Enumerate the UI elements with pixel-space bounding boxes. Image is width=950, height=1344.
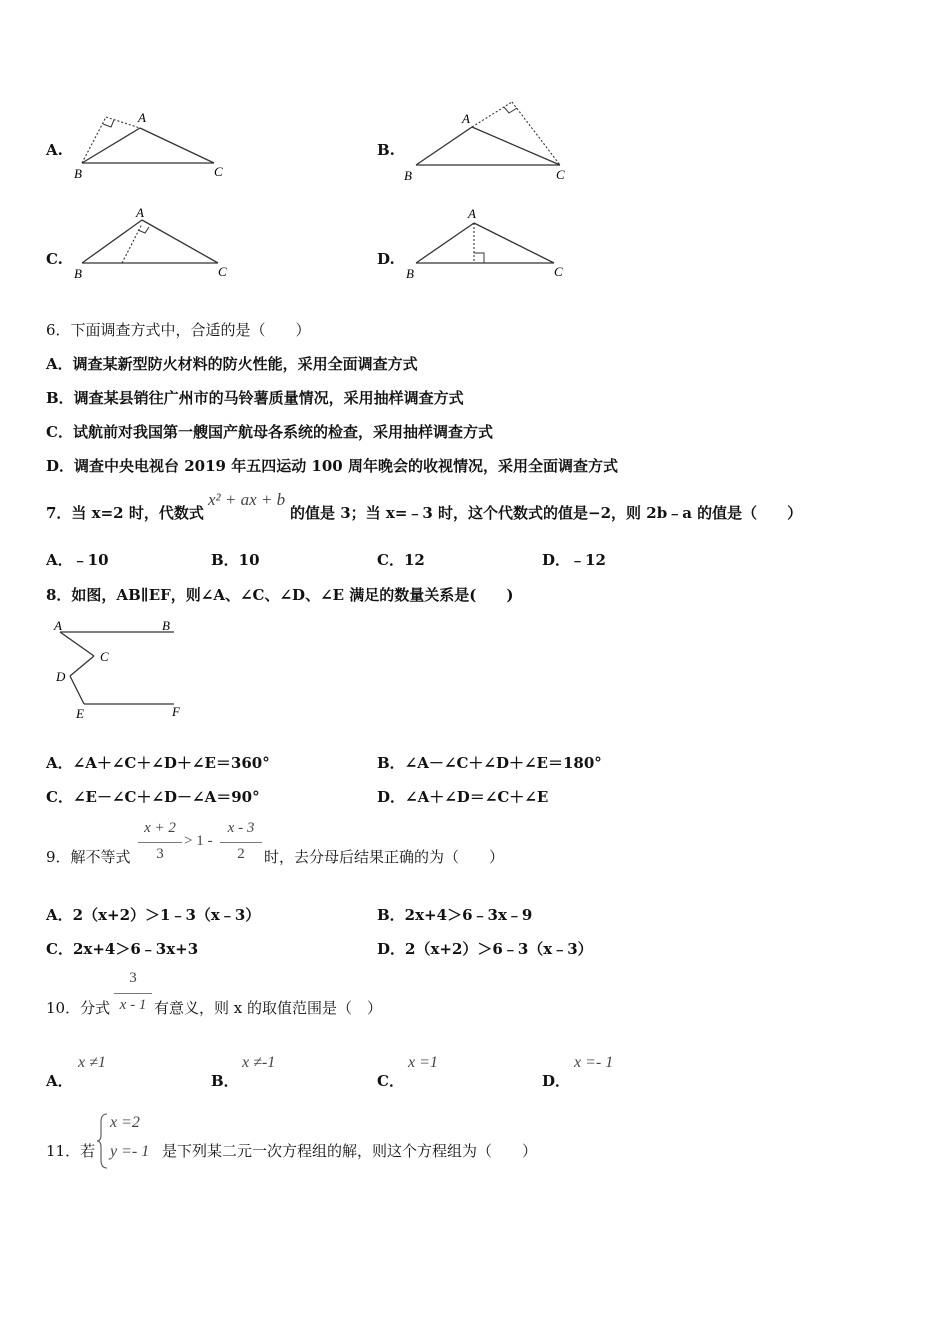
q5-option-d-letter[interactable]: D. (377, 250, 395, 268)
q8-option-c[interactable]: C．∠E－∠C＋∠D－∠A＝90° (46, 788, 260, 806)
q9-stem-pre: 9．解不等式 (46, 848, 131, 866)
q11-system-line1: x =2 (110, 1114, 140, 1131)
q11-stem-pre: 11．若 (46, 1142, 96, 1160)
q8-label-a: A (54, 618, 62, 633)
q9-frac1-denominator: 3 (156, 846, 164, 862)
q10-option-a-letter[interactable]: A． (46, 1072, 73, 1090)
q6-option-d[interactable]: D．调查中央电视台 2019 年五四运动 100 周年晚会的收视情况，采用全面调查方式 (46, 457, 618, 475)
q5-option-a-letter[interactable]: A. (46, 141, 63, 159)
q8-option-d[interactable]: D．∠A＋∠D＝∠C＋∠E (377, 788, 549, 806)
q5-a-label-a: A (138, 110, 146, 125)
q8-option-b[interactable]: B．∠A－∠C＋∠D＋∠E＝180° (377, 754, 602, 772)
q5-d-label-a: A (468, 206, 476, 221)
q8-option-a[interactable]: A．∠A＋∠C＋∠D＋∠E＝360° (46, 754, 270, 772)
q5-b-label-c: C (556, 167, 565, 182)
q6-option-c[interactable]: C．试航前对我国第一艘国产航母各系统的检查，采用抽样调查方式 (46, 423, 493, 441)
q11-system-line2: y =- 1 (110, 1143, 150, 1160)
q5-option-b-letter[interactable]: B. (377, 141, 395, 159)
q8-figure (46, 614, 196, 724)
q5-c-label-b: B (74, 266, 82, 281)
q5-c-label-c: C (218, 264, 227, 279)
q6-stem: 6．下面调查方式中，合适的是（ ） (46, 321, 311, 339)
q9-frac2-bar (220, 842, 262, 843)
q8-label-d: D (56, 669, 66, 684)
q5-option-b-figure[interactable] (400, 95, 580, 190)
q5-option-d-figure[interactable] (400, 200, 580, 285)
q9-option-b[interactable]: B．2x+4＞6﹣3x﹣9 (377, 906, 533, 924)
q7-option-b[interactable]: B．10 (211, 551, 260, 569)
q10-frac-bar (114, 993, 152, 994)
q9-option-d[interactable]: D．2（x+2）＞6﹣3（x﹣3） (377, 940, 593, 958)
q6-option-b[interactable]: B．调查某县销往广州市的马铃薯质量情况，采用抽样调查方式 (46, 389, 464, 407)
q9-frac1-bar (138, 842, 182, 843)
q8-label-b: B (162, 618, 170, 633)
q9-middle: > 1 - (184, 833, 213, 849)
q11-stem-post: 是下列某二元一次方程组的解，则这个方程组为（ ） (162, 1142, 538, 1160)
q10-option-c-letter[interactable]: C． (377, 1072, 404, 1090)
q5-a-label-b: B (74, 166, 82, 181)
q10-frac-denominator: x - 1 (119, 997, 147, 1013)
q7-stem-post: 的值是 3；当 x=﹣3 时，这个代数式的值是−2，则 2b﹣a 的值是（ ） (290, 504, 803, 522)
q10-stem-post: 有意义，则 x 的取值范围是（ ） (154, 999, 382, 1017)
q8-label-e: E (76, 706, 84, 721)
q7-expression: x² + ax + b (208, 490, 286, 509)
q6-option-a[interactable]: A．调查某新型防火材料的防火性能，采用全面调查方式 (46, 355, 418, 373)
q10-option-d-math[interactable]: x =- 1 (574, 1054, 614, 1071)
q7-stem-pre: 7．当 x=2 时，代数式 (46, 504, 204, 522)
q5-b-label-a: A (462, 111, 470, 126)
q5-option-c-figure[interactable] (68, 200, 238, 285)
q5-option-a-figure[interactable] (68, 100, 238, 190)
q7-option-c[interactable]: C．12 (377, 551, 425, 569)
q5-a-label-c: C (214, 164, 223, 179)
q7-option-d[interactable]: D．﹣12 (542, 551, 606, 569)
q7-option-a[interactable]: A．﹣10 (46, 551, 109, 569)
q10-option-a-math[interactable]: x ≠1 (78, 1054, 106, 1071)
q5-c-label-a: A (136, 205, 144, 220)
q9-option-c[interactable]: C．2x+4＞6﹣3x+3 (46, 940, 199, 958)
q5-b-label-b: B (404, 168, 412, 183)
q9-frac2-numerator: x - 3 (227, 820, 255, 836)
q10-frac-numerator: 3 (129, 970, 137, 986)
q9-frac1-numerator: x + 2 (144, 820, 176, 836)
q11-brace-icon (96, 1112, 110, 1170)
q9-stem-post: 时，去分母后结果正确的为（ ） (264, 848, 505, 866)
q10-option-c-math[interactable]: x =1 (408, 1054, 438, 1071)
q8-label-c: C (100, 649, 109, 664)
q8-stem: 8．如图，AB∥EF，则∠A、∠C、∠D、∠E 满足的数量关系是( ) (46, 586, 514, 604)
q9-option-a[interactable]: A．2（x+2）＞1﹣3（x﹣3） (46, 906, 261, 924)
q5-d-label-c: C (554, 264, 563, 279)
q5-option-c-letter[interactable]: C. (46, 250, 63, 268)
q10-option-d-letter[interactable]: D． (542, 1072, 571, 1090)
q10-option-b-math[interactable]: x ≠-1 (242, 1054, 276, 1071)
q9-frac2-denominator: 2 (237, 846, 245, 862)
q10-stem-pre: 10．分式 (46, 999, 111, 1017)
q8-label-f: F (172, 704, 180, 719)
q10-option-b-letter[interactable]: B． (211, 1072, 239, 1090)
q5-d-label-b: B (406, 266, 414, 281)
